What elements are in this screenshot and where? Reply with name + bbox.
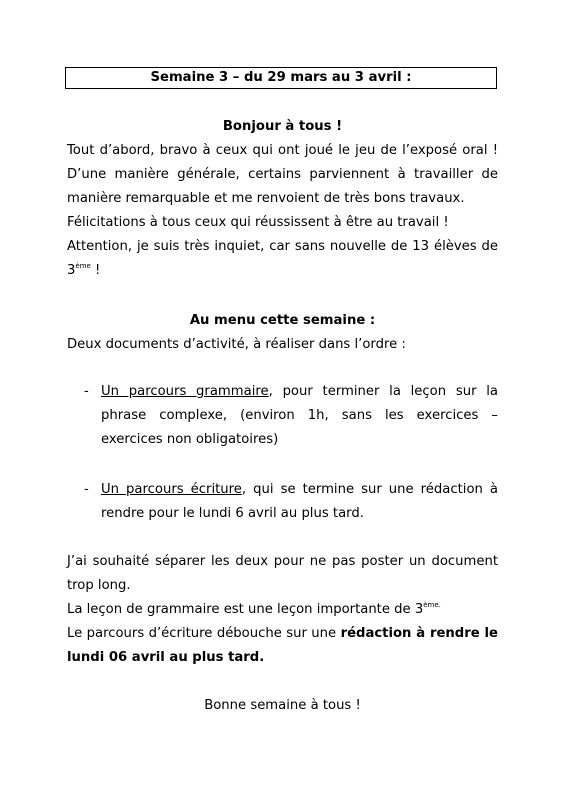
list-item-line: phrase complexe, (environ 1h, sans les exercices – (101, 408, 498, 423)
grade-superscript: ème (75, 262, 91, 270)
grade-superscript: ème. (423, 601, 441, 609)
week-title: Semaine 3 – du 29 mars au 3 avril : (150, 70, 412, 85)
exclamation: ! (90, 263, 101, 278)
intro-line: Tout d’abord, bravo à ceux qui ont joué le jeu de l’exposé oral ! (67, 143, 498, 158)
grammar-course-link[interactable]: Un parcours grammaire (101, 384, 269, 399)
deadline-line: lundi 06 avril au plus tard. (67, 650, 265, 665)
week-title-box (65, 67, 497, 89)
closing-line (67, 622, 498, 646)
menu-intro: Deux documents d’activité, à réaliser dans l’ordre : (67, 337, 406, 352)
bullet-dash: - (84, 482, 89, 497)
list-item-line: exercices non obligatoires) (101, 432, 279, 447)
closing-line (67, 598, 498, 622)
intro-line (67, 259, 498, 283)
menu-heading: Au menu cette semaine : (189, 313, 376, 328)
list-item-text: , pour terminer la leçon sur la (268, 384, 498, 399)
intro-line: D’une manière générale, certains parviennent à travailler de (67, 167, 498, 182)
grade-number: 3 (67, 263, 76, 278)
closing-line: J’ai souhaité séparer les deux pour ne pas poster un document (67, 554, 498, 569)
intro-line: Attention, je suis très inquiet, car sans nouvelle de 13 élèves de (67, 239, 498, 254)
closing-paragraph (67, 550, 498, 670)
closing-text: La leçon de grammaire est une leçon importante de 3 (67, 602, 424, 617)
list-item-line (101, 380, 498, 404)
list-item (84, 478, 499, 526)
list-item (84, 380, 498, 452)
deadline-emphasis: rédaction à rendre le (340, 626, 498, 641)
list-item-line: rendre pour le lundi 6 avril au plus tard. (101, 506, 364, 521)
list-item-text: , qui se termine sur une rédaction à (241, 482, 499, 497)
writing-course-link[interactable]: Un parcours écriture (101, 482, 242, 497)
closing-line: trop long. (67, 578, 131, 593)
list-item-line (101, 478, 498, 502)
intro-paragraph (67, 139, 498, 283)
closing-text: Le parcours d’écriture débouche sur une (67, 626, 341, 641)
bullet-dash: - (84, 384, 89, 399)
signoff: Bonne semaine à tous ! (204, 698, 361, 713)
intro-line: manière remarquable et me renvoient de très bons travaux. (67, 191, 465, 206)
intro-line: Félicitations à tous ceux qui réussissent à être au travail ! (67, 215, 449, 230)
greeting: Bonjour à tous ! (222, 119, 343, 134)
